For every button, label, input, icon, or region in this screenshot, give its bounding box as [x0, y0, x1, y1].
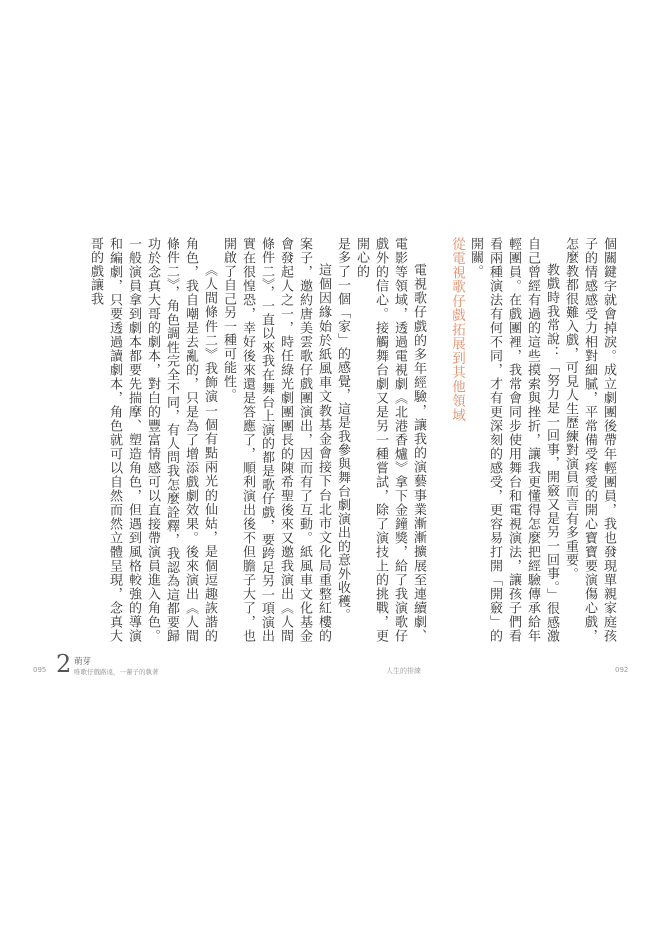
paragraph-tv-experience: 電視歌仔戲的多年經驗，讓我的演藝事業漸漸擴展至連續劇、電影等領域，透過電視劇《北港香爐》拿下金鐘獎，給了我演歌仔戲外的信心。接觸舞台劇又是另一種嘗試，除了演技上的挑戰，更開心的 [354, 237, 426, 643]
chapter-title: 萌芽 [74, 657, 92, 667]
paragraph-right-continuation: 個關鍵字就會掉淚。成立劇團後帶年輕團員，我也發現單親家庭孩子的情感感受力相對細膩，平常備受疼愛的開心寶寶要演傷心戲，怎麼教都很難入戲，可見人生歷練對演員而言有多重要。 [563, 237, 616, 643]
right-page-number: 092 [615, 666, 629, 674]
paragraph-paper-windmill: 這個因緣始於紙風車文教基金會接下台北市文化局重整紅樓的案子，邀約唐美雲歌仔戲團演出，因而有了互動。紙風車文化基金會發起人之一，時任綠光劇團團長的陳希聖後來又邀我演出《人間條件二》，一直以來我在舞台上演的都是歌仔戲，要跨足另一項演出實在很惶恐，幸好後來還是答應了，順利演出後不但膽子大了，也開啟了自己另一種可能性。 [221, 237, 331, 643]
paragraph-teaching: 教戲時我常說：「努力是一回事，開竅又是另一回事。」很感激自己曾經有過的這些摸索與挫折，讓我更懂得怎麼把經驗傳承給年輕團員。在戲團裡，我常會同步使用舞台和電視演法，讓孩子們看看兩種演法有何不同，才有更深刻的感受，更容易打開「開竅」的開關。 [468, 237, 559, 643]
chapter-subtitle: 唯歌仔戲路遠，一輩子的執著 [74, 668, 159, 676]
vertical-text-column [84, 237, 618, 643]
paragraph-human-conditions: 《人間條件二》我飾演一個有點兩光的仙姑，是個逗趣詼諧的角色，我自嘲是去亂的，只是為了增添戲劇效果。後來演出《人間條件二》，角色調性完全不同，有人問我怎麼詮釋，我認為這都要歸功於念真大哥的劇本，對白的豐富情感可以直接帶演員進入角色。一般演員拿到劇本都要先揣摩、塑造角色，但遇到風格較強的導演和編劇，只要透過讀劇本，角色就可以自然而然立體呈現，念真大哥的戲讓我 [88, 237, 217, 643]
chapter-number: 2 [56, 650, 72, 678]
section-heading: 從電視歌仔戲拓展到其他領域 [449, 237, 465, 423]
left-page-number: 095 [33, 666, 47, 674]
paragraph-left-continuation: 是多了一個「家」的感覺，這是我參與舞台劇演出的意外收穫。 [335, 237, 350, 622]
running-title: 人生的排練 [386, 667, 421, 675]
